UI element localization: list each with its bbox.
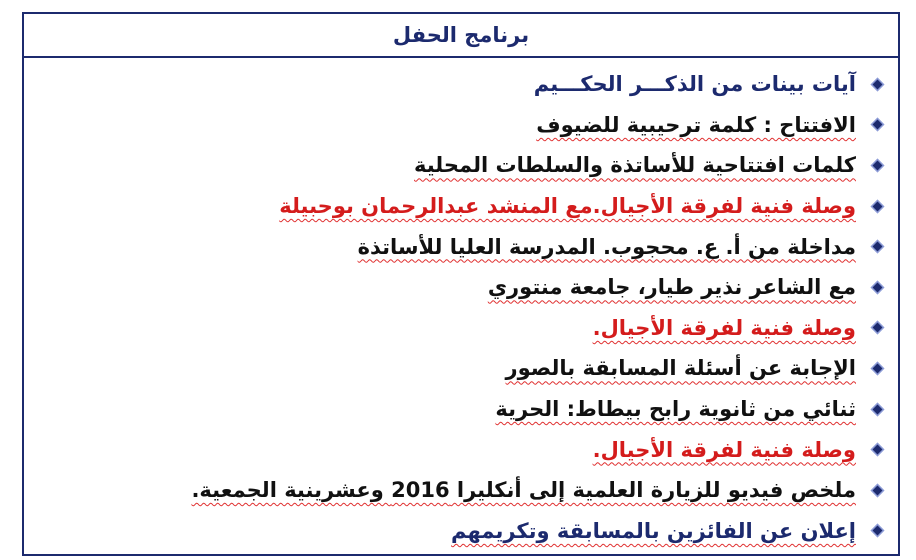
item-text: آيات بينات من الذكـــر الحكـــيم [533,72,856,97]
list-item [24,429,898,470]
program-header [24,14,898,58]
list-item [24,267,898,308]
list-item [24,389,898,430]
program-title: برنامج الحفل [392,23,530,47]
bullet-diamond-icon [856,81,898,88]
item-text: الإجابة عن أسئلة المسابقة بالصور [505,356,856,381]
bullet-diamond-icon [856,284,898,291]
bullet-diamond-icon [856,162,898,169]
bullet-diamond-icon [856,446,898,453]
list-item [24,145,898,186]
bullet-diamond-icon [856,527,898,534]
item-text: وصلة فنية لفرقة الأجيال.مع المنشد عبدالرحمان بوحبيلة [279,194,856,219]
bullet-diamond-icon [856,487,898,494]
item-text: وصلة فنية لفرقة الأجيال. [592,315,856,340]
list-item [24,105,898,146]
item-text: مداخلة من أ. ع. محجوب. المدرسة العليا للأساتذة [357,234,856,259]
item-text: ملخص فيديو للزيارة العلمية إلى أنكليرا 2016 وعشرينية الجمعية. [191,478,856,503]
item-text: إعلان عن الفائزين بالمسابقة وتكريمهم [451,518,856,543]
list-item [24,470,898,511]
bullet-diamond-icon [856,365,898,372]
item-text: الافتتاح : كلمة ترحيبية للضيوف [536,112,856,137]
program-list [24,58,898,551]
list-item [24,64,898,105]
bullet-diamond-icon [856,121,898,128]
bullet-diamond-icon [856,203,898,210]
list-item [24,186,898,227]
bullet-diamond-icon [856,324,898,331]
item-text: كلمات افتتاحية للأساتذة والسلطات المحلية [414,153,856,178]
program-frame [22,12,900,556]
item-text: ثنائي من ثانوية رابح بيطاط: الحرية [495,397,856,422]
list-item [24,226,898,267]
list-item [24,511,898,552]
item-text: وصلة فنية لفرقة الأجيال. [592,437,856,462]
bullet-diamond-icon [856,406,898,413]
list-item [24,308,898,349]
list-item [24,348,898,389]
bullet-diamond-icon [856,243,898,250]
item-text: مع الشاعر نذير طيار، جامعة منتوري [487,275,856,300]
